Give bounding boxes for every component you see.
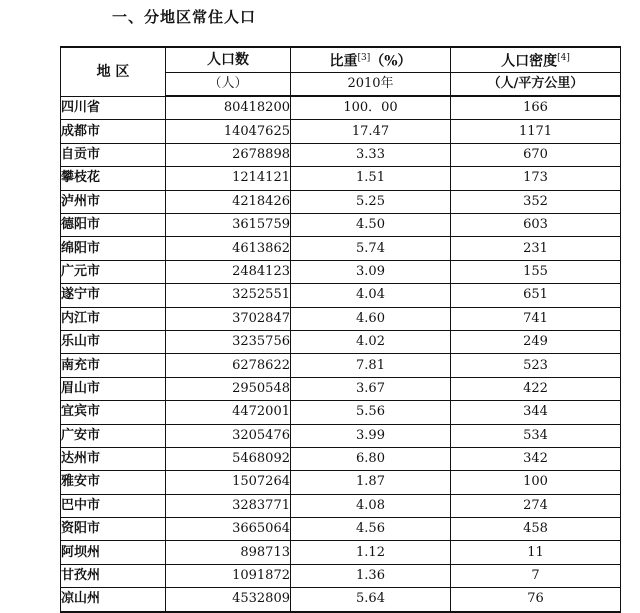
density-cell: 342 [451, 447, 621, 470]
table-row [61, 143, 621, 166]
share-cell: 5.25 [291, 190, 451, 213]
population-cell: 5468092 [166, 447, 291, 470]
table-row [61, 518, 621, 541]
density-cell: 155 [451, 260, 621, 283]
region-cell: 凉山州 [61, 588, 166, 612]
density-cell: 422 [451, 377, 621, 400]
population-cell: 4532809 [166, 588, 291, 612]
table-row [61, 190, 621, 213]
share-cell: 4.56 [291, 518, 451, 541]
share-cell: 4.04 [291, 284, 451, 307]
table-row [61, 494, 621, 517]
table-row [61, 401, 621, 424]
population-cell: 3665064 [166, 518, 291, 541]
table-row [61, 447, 621, 470]
region-cell: 广元市 [61, 260, 166, 283]
share-cell: 5.56 [291, 401, 451, 424]
density-cell: 7 [451, 564, 621, 587]
density-cell: 11 [451, 541, 621, 564]
density-cell: 344 [451, 401, 621, 424]
population-cell: 6278622 [166, 354, 291, 377]
density-cell: 249 [451, 330, 621, 353]
header-share-year: 2010年 [291, 72, 451, 96]
region-cell: 乐山市 [61, 330, 166, 353]
population-cell: 3205476 [166, 424, 291, 447]
share-cell: 3.99 [291, 424, 451, 447]
region-cell: 宜宾市 [61, 401, 166, 424]
region-cell: 巴中市 [61, 494, 166, 517]
share-cell: 4.02 [291, 330, 451, 353]
region-cell: 达州市 [61, 447, 166, 470]
table-row [61, 377, 621, 400]
region-cell: 绵阳市 [61, 237, 166, 260]
table-row [61, 564, 621, 587]
table-row [61, 354, 621, 377]
density-cell: 173 [451, 167, 621, 190]
region-cell: 甘孜州 [61, 564, 166, 587]
table-row [61, 588, 621, 612]
density-cell: 166 [451, 96, 621, 120]
table-body [61, 96, 621, 612]
region-cell: 广安市 [61, 424, 166, 447]
share-cell: 4.60 [291, 307, 451, 330]
table-row [61, 237, 621, 260]
header-share-unit: （%） [370, 53, 412, 70]
header-density [451, 47, 621, 72]
region-cell: 泸州市 [61, 190, 166, 213]
share-cell: 1.51 [291, 167, 451, 190]
population-cell: 898713 [166, 541, 291, 564]
density-cell: 534 [451, 424, 621, 447]
population-cell: 3615759 [166, 214, 291, 237]
region-cell: 四川省 [61, 96, 166, 120]
share-cell: 7.81 [291, 354, 451, 377]
share-cell: 6.80 [291, 447, 451, 470]
density-cell: 651 [451, 284, 621, 307]
share-cell: 5.74 [291, 237, 451, 260]
density-cell: 523 [451, 354, 621, 377]
header-density-unit: （人/平方公里） [451, 72, 621, 96]
population-cell: 3252551 [166, 284, 291, 307]
density-cell: 274 [451, 494, 621, 517]
population-cell: 4472001 [166, 401, 291, 424]
table-row [61, 424, 621, 447]
population-table [60, 46, 621, 613]
header-share-label: 比重 [329, 53, 358, 70]
population-cell: 3283771 [166, 494, 291, 517]
table-row [61, 214, 621, 237]
region-cell: 资阳市 [61, 518, 166, 541]
density-cell: 458 [451, 518, 621, 541]
header-density-note: [4] [557, 53, 570, 63]
population-cell: 1091872 [166, 564, 291, 587]
table-row [61, 120, 621, 143]
region-cell: 成都市 [61, 120, 166, 143]
density-cell: 100 [451, 471, 621, 494]
region-cell: 自贡市 [61, 143, 166, 166]
region-cell: 遂宁市 [61, 284, 166, 307]
population-cell: 1507264 [166, 471, 291, 494]
region-cell: 内江市 [61, 307, 166, 330]
table-row [61, 330, 621, 353]
population-cell: 2950548 [166, 377, 291, 400]
share-cell: 4.50 [291, 214, 451, 237]
header-region: 地 区 [61, 47, 166, 96]
density-cell: 741 [451, 307, 621, 330]
population-cell: 3702847 [166, 307, 291, 330]
population-cell: 14047625 [166, 120, 291, 143]
header-density-label: 人口密度 [501, 53, 558, 70]
share-cell: 100．00 [291, 96, 451, 120]
population-cell: 1214121 [166, 167, 291, 190]
table-row [61, 260, 621, 283]
region-cell: 阿坝州 [61, 541, 166, 564]
table-row [61, 284, 621, 307]
population-cell: 2678898 [166, 143, 291, 166]
header-row [61, 47, 621, 72]
density-cell: 352 [451, 190, 621, 213]
table-row [61, 167, 621, 190]
population-cell: 4218426 [166, 190, 291, 213]
density-cell: 603 [451, 214, 621, 237]
table-row [61, 541, 621, 564]
region-cell: 南充市 [61, 354, 166, 377]
region-cell: 眉山市 [61, 377, 166, 400]
page-title: 一、分地区常住人口 [112, 8, 257, 26]
header-population-unit: （人） [166, 72, 291, 96]
table-row [61, 96, 621, 120]
header-population: 人口数 [166, 47, 291, 72]
density-cell: 231 [451, 237, 621, 260]
region-cell: 雅安市 [61, 471, 166, 494]
share-cell: 4.08 [291, 494, 451, 517]
population-cell: 3235756 [166, 330, 291, 353]
header-share-note: [3] [357, 53, 371, 63]
share-cell: 1.12 [291, 541, 451, 564]
region-cell: 攀枝花 [61, 167, 166, 190]
table-row [61, 307, 621, 330]
density-cell: 76 [451, 588, 621, 612]
share-cell: 17.47 [291, 120, 451, 143]
population-cell: 2484123 [166, 260, 291, 283]
share-cell: 1.36 [291, 564, 451, 587]
population-cell: 80418200 [166, 96, 291, 120]
share-cell: 1.87 [291, 471, 451, 494]
share-cell: 3.33 [291, 143, 451, 166]
population-cell: 4613862 [166, 237, 291, 260]
header-share [291, 47, 451, 72]
density-cell: 1171 [451, 120, 621, 143]
density-cell: 670 [451, 143, 621, 166]
share-cell: 3.09 [291, 260, 451, 283]
share-cell: 5.64 [291, 588, 451, 612]
table-row [61, 471, 621, 494]
region-cell: 德阳市 [61, 214, 166, 237]
share-cell: 3.67 [291, 377, 451, 400]
